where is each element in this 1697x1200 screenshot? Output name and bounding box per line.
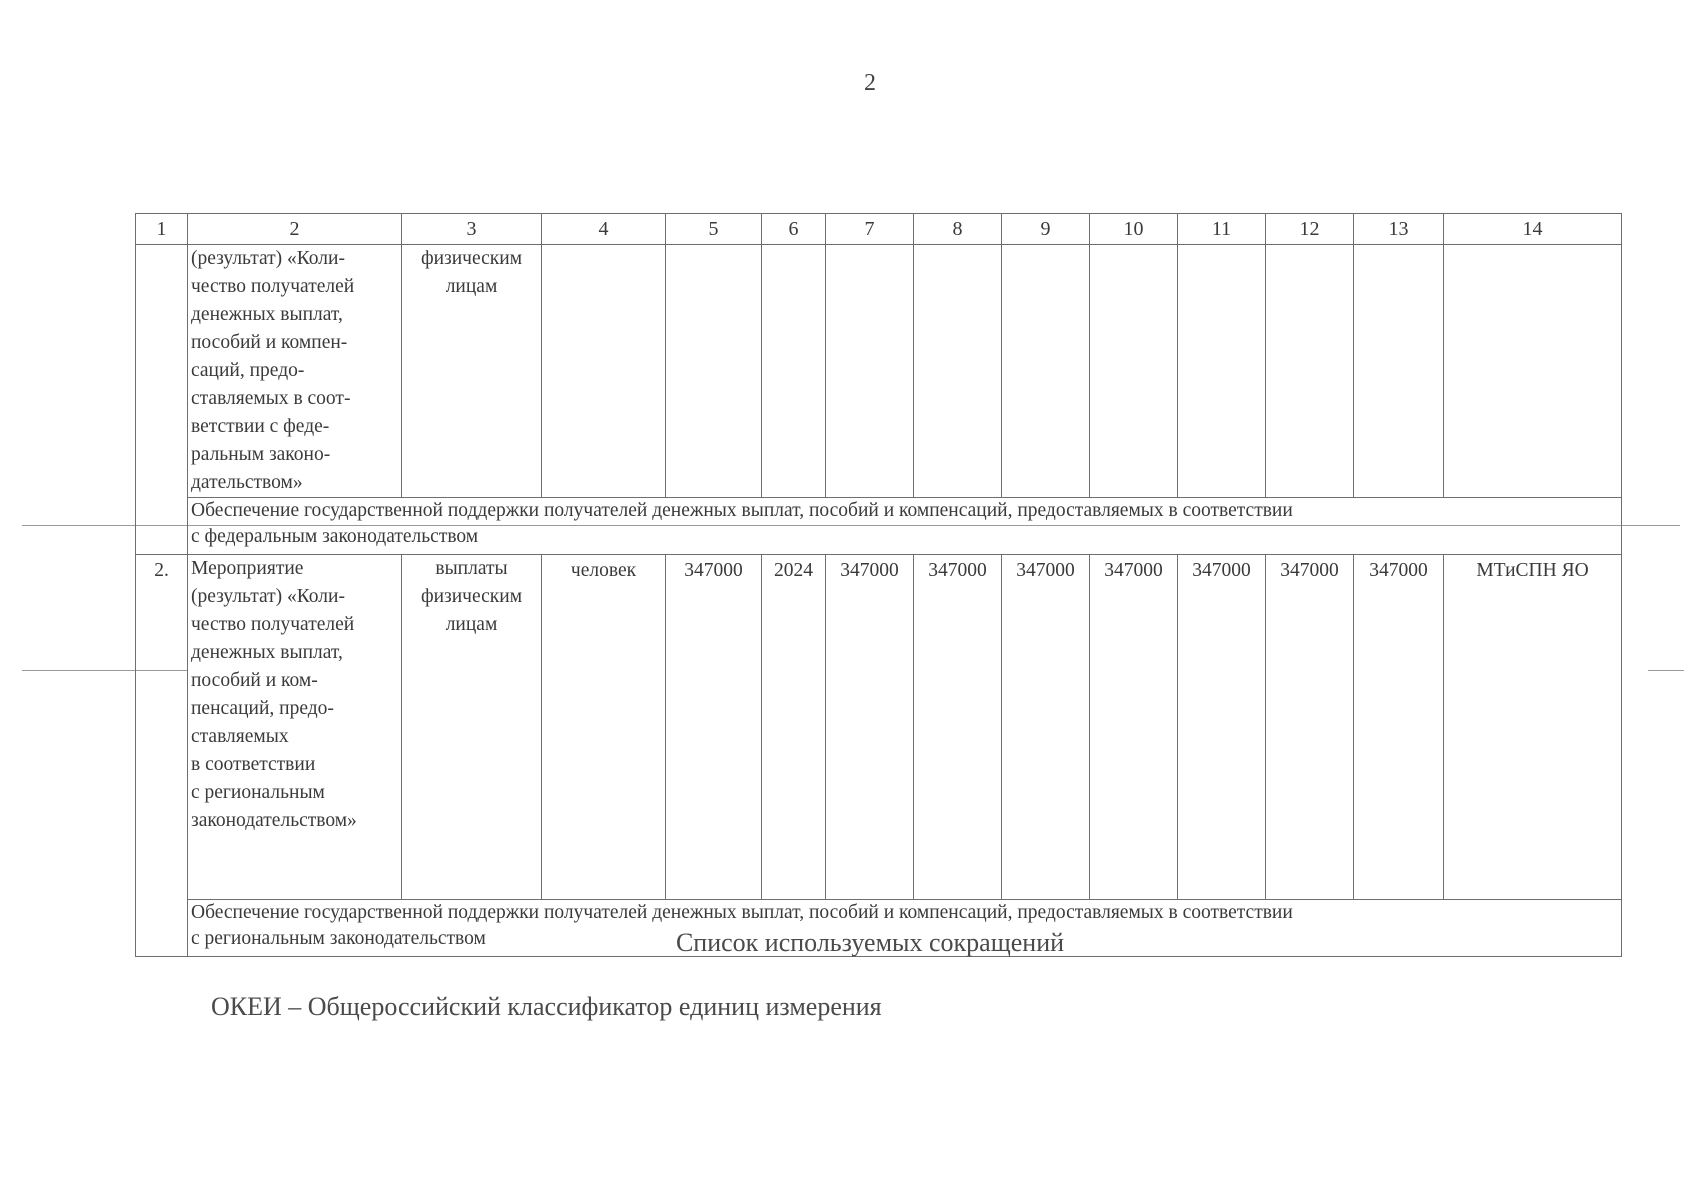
- empty-cell: [1002, 245, 1090, 498]
- column-header-14: 14: [1444, 214, 1622, 245]
- empty-cell: [542, 245, 666, 498]
- column-header-9: 9: [1002, 214, 1090, 245]
- row-number-cell: 2.: [136, 555, 188, 957]
- measure-name-cell: (результат) «Коли- чество получателей денежных выплат, пособий и компен- саций, предо- ставляемых в соот- ветствии с феде- ральным законо- дательством»: [188, 245, 402, 498]
- column-header-5: 5: [666, 214, 762, 245]
- unit-cell: человек: [542, 555, 666, 900]
- base-year-cell: 2024: [762, 555, 826, 900]
- column-header-11: 11: [1178, 214, 1266, 245]
- column-header-10: 10: [1090, 214, 1178, 245]
- goal-text-cell: Обеспечение государственной поддержки получателей денежных выплат, пособий и компенсаций, предоставляемых в соответствии с федеральным законодательством: [188, 498, 1622, 555]
- column-header-7: 7: [826, 214, 914, 245]
- measure-name-cell: Мероприятие (результат) «Коли- чество получателей денежных выплат, пособий и ком- пенсаций, предо- ставляемых в соответствии с региональным законодательством»: [188, 555, 402, 900]
- empty-cell: [1178, 245, 1266, 498]
- column-header-1: 1: [136, 214, 188, 245]
- column-header-12: 12: [1266, 214, 1354, 245]
- value-cell-8: 347000: [914, 555, 1002, 900]
- responsible-cell: МТиСПН ЯО: [1444, 555, 1622, 900]
- column-header-3: 3: [402, 214, 542, 245]
- goal-text-cell: Обеспечение государственной поддержки получателей денежных выплат, пособий и компенсаций, предоставляемых в соответствии с региональным законодательством: [188, 900, 1622, 957]
- value-cell-10: 347000: [1090, 555, 1178, 900]
- empty-cell: [1444, 245, 1622, 498]
- table-header-row: [136, 214, 1622, 245]
- value-cell-9: 347000: [1002, 555, 1090, 900]
- value-cell-12: 347000: [1266, 555, 1354, 900]
- table-row: [136, 555, 1622, 900]
- empty-cell: [1266, 245, 1354, 498]
- abbreviations-title: Список используемых сокращений: [675, 928, 1065, 957]
- value-cell-11: 347000: [1178, 555, 1266, 900]
- column-header-6: 6: [762, 214, 826, 245]
- value-cell-13: 347000: [1354, 555, 1444, 900]
- page-number: 2: [864, 70, 876, 96]
- plan-table: [135, 213, 1622, 957]
- empty-cell: [826, 245, 914, 498]
- column-header-8: 8: [914, 214, 1002, 245]
- measure-type-cell: физическим лицам: [402, 245, 542, 498]
- row-number-cell: [136, 245, 188, 555]
- table-row: [136, 245, 1622, 498]
- empty-cell: [1354, 245, 1444, 498]
- measure-type-cell: выплаты физическим лицам: [402, 555, 542, 900]
- column-header-2: 2: [188, 214, 402, 245]
- empty-cell: [914, 245, 1002, 498]
- value-cell-7: 347000: [826, 555, 914, 900]
- empty-cell: [666, 245, 762, 498]
- column-header-4: 4: [542, 214, 666, 245]
- column-header-13: 13: [1354, 214, 1444, 245]
- scan-line-mid-right: [1648, 670, 1684, 671]
- abbreviation-item: ОКЕИ – Общероссийский классификатор единиц измерения: [211, 992, 882, 1021]
- goal-row: [136, 498, 1622, 555]
- empty-cell: [762, 245, 826, 498]
- empty-cell: [1090, 245, 1178, 498]
- base-value-cell: 347000: [666, 555, 762, 900]
